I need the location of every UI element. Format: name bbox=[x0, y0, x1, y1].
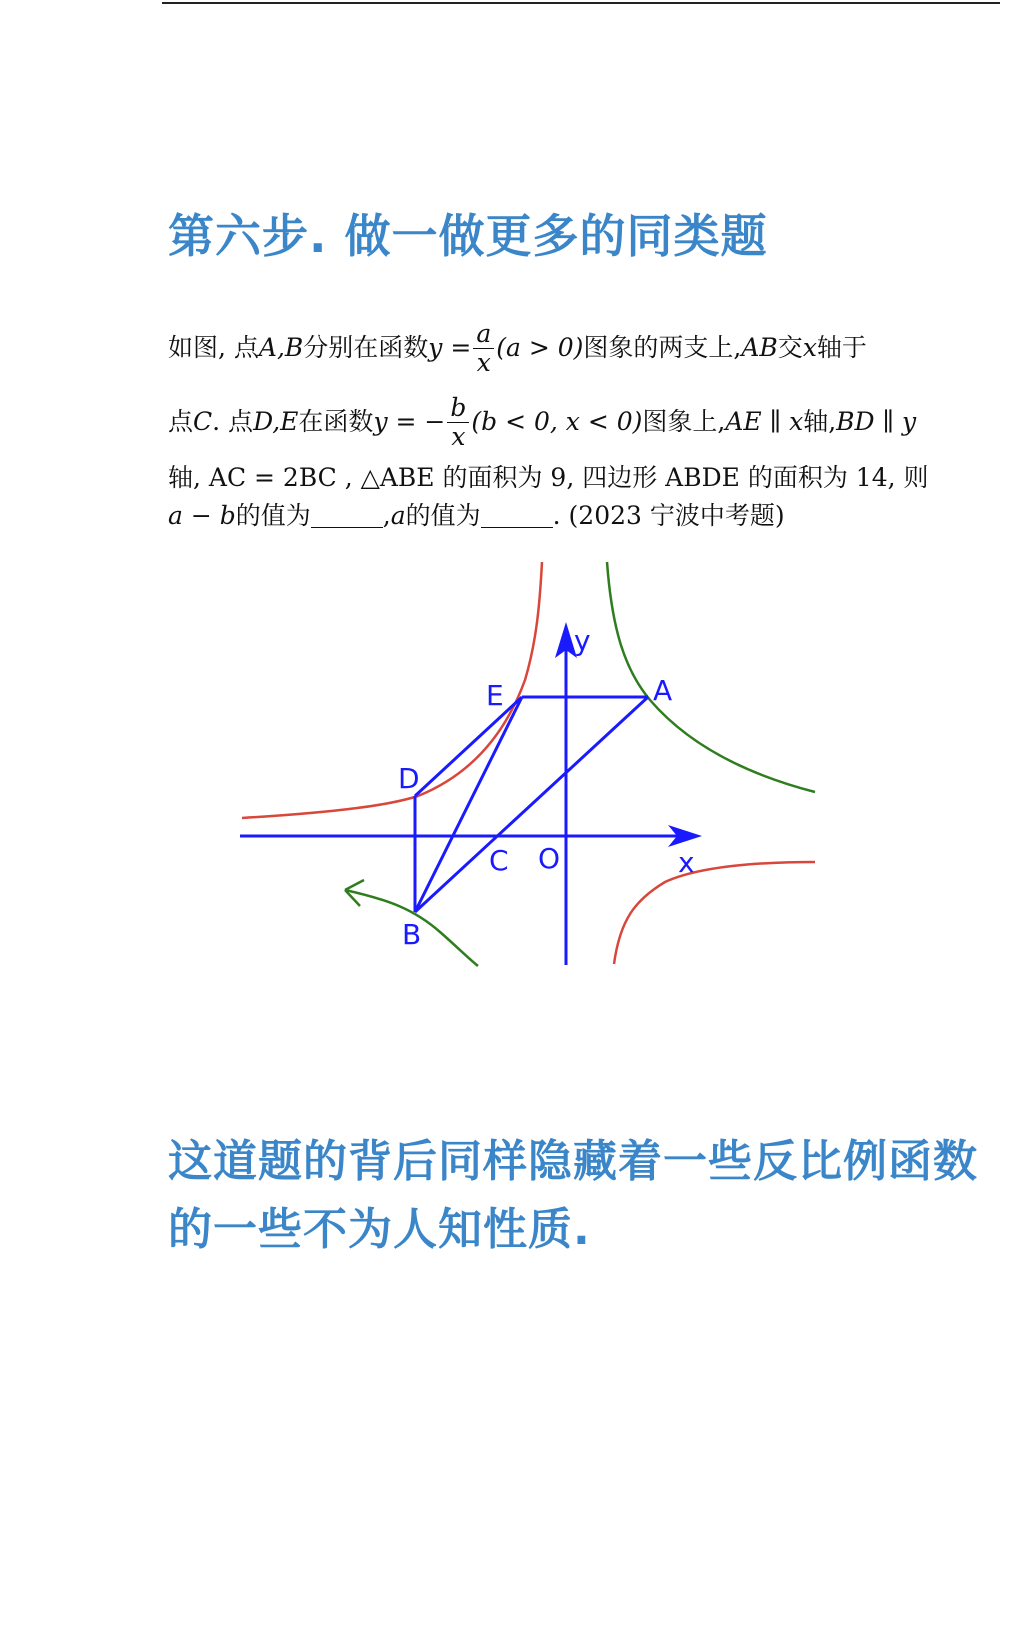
function-y: y = − bbox=[373, 407, 446, 436]
x-var: x bbox=[802, 333, 817, 362]
problem-line-2 bbox=[168, 386, 998, 458]
curve-a-quadrant1 bbox=[607, 562, 815, 792]
label-d: D bbox=[398, 762, 420, 795]
fraction-denominator: x bbox=[476, 347, 491, 377]
curve-b-quadrant4 bbox=[614, 862, 815, 964]
text: 轴于 bbox=[816, 333, 867, 362]
problem-line-1 bbox=[168, 310, 998, 386]
label-o: O bbox=[538, 842, 561, 875]
relation-bd: BD ∥ y bbox=[836, 407, 917, 436]
geometry-figure bbox=[240, 560, 820, 970]
fraction-numerator: b bbox=[447, 394, 469, 423]
expression-a-minus-b: a − b bbox=[168, 501, 236, 530]
answer-blank-1 bbox=[311, 505, 383, 528]
text: 点 bbox=[168, 407, 194, 436]
var-a: a bbox=[390, 501, 406, 530]
top-rule bbox=[162, 2, 1000, 4]
text: 分别在函数 bbox=[303, 333, 429, 362]
points-ab: A,B bbox=[258, 333, 304, 362]
text: 轴, AC = 2BC , △ABE 的面积为 9, 四边形 ABDE 的面积为 14, 则 bbox=[168, 463, 929, 492]
text: . (2023 宁波中考题) bbox=[552, 501, 785, 530]
point-c: C bbox=[193, 407, 213, 436]
fraction-b-over-x bbox=[447, 394, 469, 451]
problem-line-4 bbox=[168, 498, 998, 534]
problem-text bbox=[168, 310, 998, 534]
text: 在函数 bbox=[298, 407, 374, 436]
text: 图象上, bbox=[642, 407, 726, 436]
section-heading: 第六步. 做一做更多的同类题 bbox=[168, 209, 768, 263]
text: 如图, 点 bbox=[168, 333, 259, 362]
relation-ae: AE ∥ x bbox=[725, 407, 804, 436]
segment-de bbox=[415, 697, 522, 796]
text: . 点 bbox=[212, 407, 254, 436]
fraction-denominator: x bbox=[451, 421, 466, 451]
condition: (b < 0, x < 0) bbox=[471, 407, 643, 436]
condition: (a > 0) bbox=[496, 333, 584, 362]
text: 的值为 bbox=[235, 501, 311, 530]
label-y: y bbox=[574, 624, 591, 657]
label-e: E bbox=[486, 679, 504, 712]
function-y: y = bbox=[428, 333, 472, 362]
text: 的值为 bbox=[405, 501, 481, 530]
fraction-numerator: a bbox=[473, 320, 494, 349]
text: 轴, bbox=[803, 407, 837, 436]
closing-heading: 这道题的背后同样隐藏着一些反比例函数的一些不为人知性质. bbox=[168, 1136, 978, 1255]
fraction-a-over-x bbox=[473, 320, 494, 377]
segment-be bbox=[415, 697, 522, 912]
text: , bbox=[382, 501, 391, 530]
answer-blank-2 bbox=[481, 505, 553, 528]
label-a: A bbox=[653, 674, 673, 707]
points-de: D,E bbox=[253, 407, 299, 436]
label-c: C bbox=[489, 844, 509, 877]
text: 图象的两支上, bbox=[583, 333, 742, 362]
label-b: B bbox=[402, 918, 422, 951]
segment-ab: AB bbox=[741, 333, 778, 362]
problem-line-3 bbox=[168, 460, 998, 496]
text: 交 bbox=[777, 333, 803, 362]
label-x: x bbox=[678, 846, 695, 879]
segment-ab bbox=[415, 697, 648, 912]
